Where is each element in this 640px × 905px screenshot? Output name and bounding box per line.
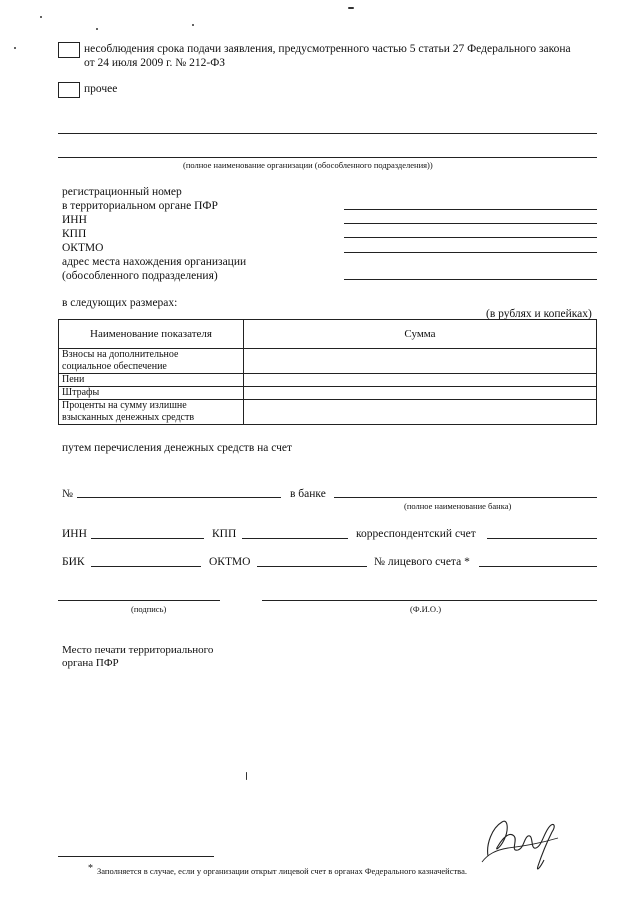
bank-oktmo-label: ОКТМО [209,556,251,568]
signature-caption: (подпись) [131,604,167,614]
amounts-units: (в рублях и копейках) [486,308,592,320]
inn-label: ИНН [62,214,87,226]
scan-speck [96,28,98,30]
row-label-line: социальное обеспечение [62,361,167,372]
corr-account-field[interactable] [487,538,597,539]
footnote-separator [58,856,214,857]
bank-inn-field[interactable] [91,538,204,539]
reg-number-field[interactable] [344,209,597,210]
kpp-label: КПП [62,228,87,240]
table-row [59,374,597,387]
personal-account-label: № лицевого счета * [374,556,470,568]
bank-name-field[interactable] [334,497,597,498]
table-row [59,400,597,425]
footnote-text: Заполняется в случае, если у организации открыт лицевой счет в органах Федерального казначейства. [97,866,467,876]
handwritten-signature [478,796,568,876]
org-name-line-1[interactable] [58,133,597,134]
address-field[interactable] [344,279,597,280]
amounts-intro: в следующих размерах: [62,297,178,309]
bank-label: в банке [290,488,326,500]
address-label-2: (обособленного подразделения) [62,270,218,282]
row-label-line: взысканных денежных средств [62,412,195,423]
scan-speck [14,47,16,49]
org-name-line-2[interactable] [58,157,597,158]
sum-cell-interest[interactable] [244,400,597,425]
scan-speck [40,16,42,18]
bik-field[interactable] [91,566,201,567]
row-label-line: Проценты на сумму излишне [62,400,187,411]
personal-account-field[interactable] [479,566,597,567]
account-number-field[interactable] [77,497,281,498]
sum-cell-penalties[interactable] [244,374,597,387]
bik-label: БИК [62,556,85,568]
late-filing-label-line2: от 24 июля 2009 г. № 212-ФЗ [84,57,226,69]
other-label: прочее [84,83,118,95]
row-label-line: Взносы на дополнительное [62,349,179,360]
reg-number-label: регистрационный номер [62,186,182,198]
oktmo-field[interactable] [344,252,597,253]
bank-oktmo-field[interactable] [257,566,367,567]
late-filing-label-line1: несоблюдения срока подачи заявления, предусмотренного частью 5 статьи 27 Федерального закона [84,43,571,55]
inn-field[interactable] [344,223,597,224]
bank-inn-label: ИНН [62,528,87,540]
full-name-caption: (Ф.И.О.) [410,604,442,614]
row-label-contributions [59,349,244,374]
amounts-table [58,319,597,425]
footnote-marker: * [88,863,93,874]
account-number-label: № [62,488,73,500]
scan-speck [246,772,247,780]
scan-speck [192,24,194,26]
stamp-place-line2: органа ПФР [62,657,119,669]
sum-cell-fines[interactable] [244,387,597,400]
bank-kpp-field[interactable] [242,538,348,539]
address-label: адрес места нахождения организации [62,256,247,268]
sum-cell-contributions[interactable] [244,349,597,374]
signature-line[interactable] [58,600,220,601]
bank-kpp-label: КПП [212,528,237,540]
org-name-caption: (полное наименование организации (обособленного подразделения)) [183,160,433,170]
row-label-penalties: Пени [59,374,244,387]
bank-caption: (полное наименование банка) [404,501,512,511]
column-header-sum: Сумма [244,320,597,349]
corr-account-label: корреспондентский счет [356,528,476,540]
table-row [59,387,597,400]
late-filing-checkbox[interactable] [58,42,80,58]
kpp-field[interactable] [344,237,597,238]
full-name-line[interactable] [262,600,597,601]
table-row [59,349,597,374]
other-checkbox[interactable] [58,82,80,98]
stamp-place-line1: Место печати территориального [62,644,214,656]
row-label-interest [59,400,244,425]
scan-speck [348,7,354,9]
oktmo-label: ОКТМО [62,242,104,254]
column-header-indicator: Наименование показателя [59,320,244,349]
row-label-fines: Штрафы [59,387,244,400]
transfer-text: путем перечисления денежных средств на счет [62,442,293,454]
pfr-body-label: в территориальном органе ПФР [62,200,218,212]
